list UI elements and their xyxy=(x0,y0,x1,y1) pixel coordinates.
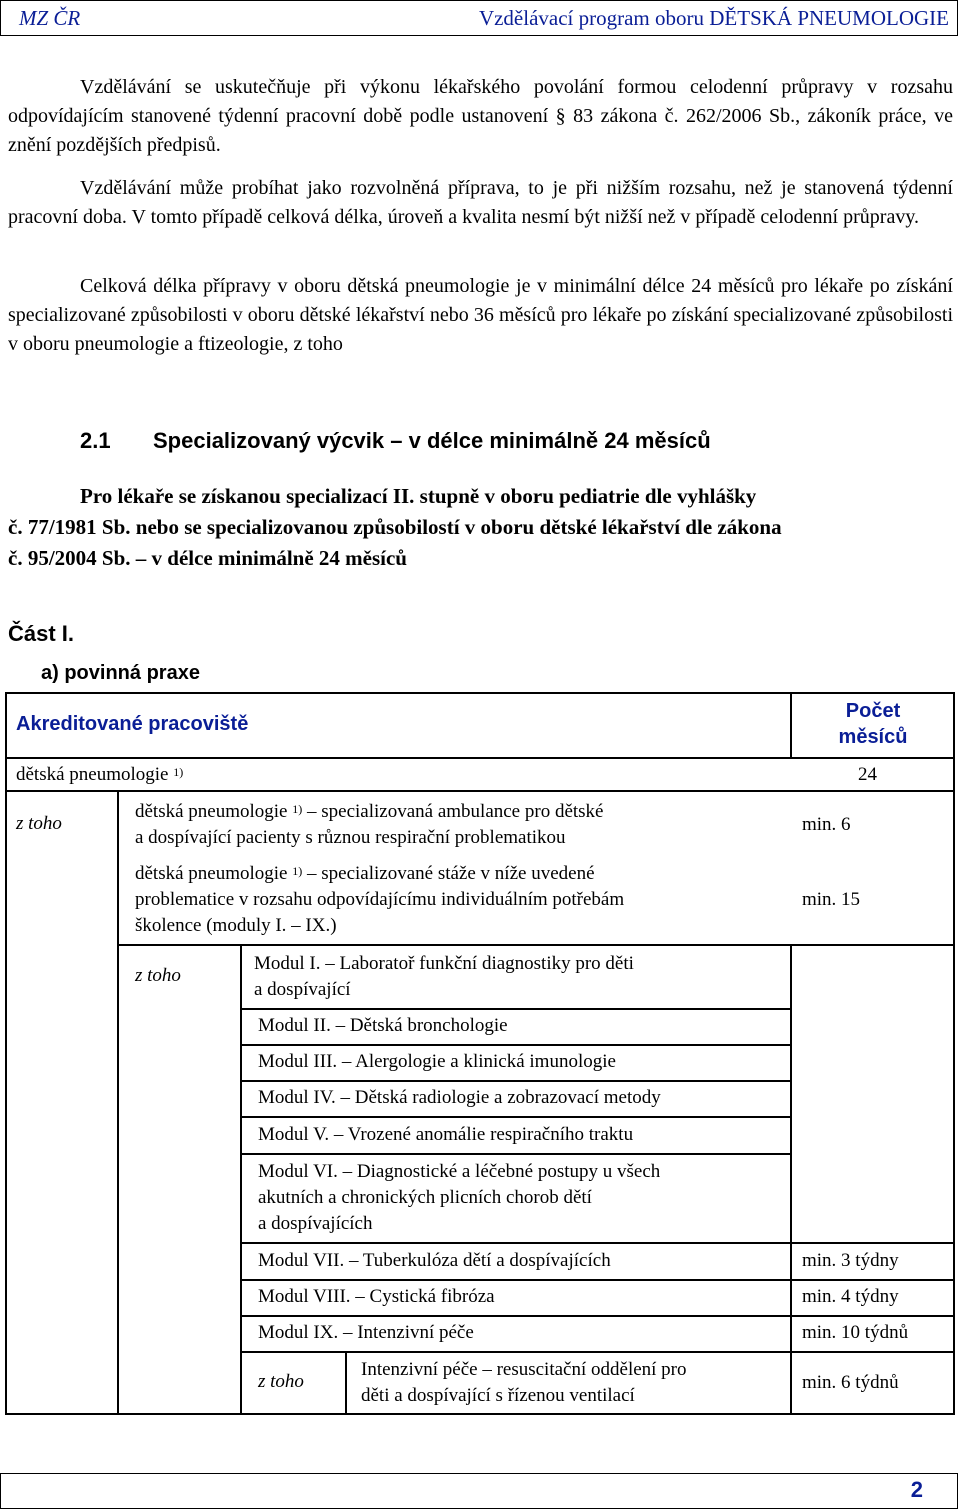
module-1-line-1: Modul I. – Laboratoř funkční diagnostiky pro děti xyxy=(254,953,634,974)
module-6-line-1: Modul VI. – Diagnostické a léčebné postupy u všech xyxy=(258,1161,661,1182)
module-7: Modul VII. – Tuberkulóza dětí a dospívajících xyxy=(258,1250,611,1271)
table-line xyxy=(117,790,119,1415)
bold-line-2: č. 77/1981 Sb. nebo se specializovanou způsobilostí v oboru dětské lékařství dle zákona xyxy=(8,515,782,539)
bold-line-1: Pro lékaře se získanou specializací II. stupně v oboru pediatrie dle vyhlášky xyxy=(80,484,757,508)
sub2-line-2: problematice v rozsahu odpovídajícímu individuálním potřebám xyxy=(135,889,625,910)
page-header xyxy=(0,0,958,36)
sub-title: a) povinná praxe xyxy=(41,662,200,684)
table-line xyxy=(240,1315,955,1317)
table-line xyxy=(240,1153,790,1155)
paragraph-1: Vzdělávání se uskutečňuje při výkonu lékařského povolání formou celodenní průpravy v rozsahu odpovídajícím stanovené týdenní pracovní době podle ustanovení § 83 zákona č. 262/2006 Sb., zákoník práce, ve znění pozdějších předpisů. xyxy=(8,76,953,156)
table-line xyxy=(240,1279,955,1281)
bold-paragraph xyxy=(8,481,953,574)
table-header-workplace: Akreditované pracoviště xyxy=(16,713,249,735)
icu-line-1: Intenzivní péče – resuscitační oddělení pro xyxy=(361,1359,687,1380)
header-title: Vzdělávací program oboru DĚTSKÁ PNEUMOLOGIE xyxy=(478,6,949,30)
page-number: 2 xyxy=(910,1477,923,1502)
module-7-value: min. 3 týdny xyxy=(802,1250,899,1271)
z-toho-icu-label: z toho xyxy=(258,1371,304,1392)
table-line xyxy=(240,1116,790,1118)
table-header-count-1: Počet xyxy=(845,700,901,722)
sub2-line-3: školence (moduly I. – IX.) xyxy=(135,915,337,936)
paragraph-2: Vzdělávání může probíhat jako rozvolněná příprava, to je při nižším rozsahu, než je stanovená týdenní pracovní doba. V tomto případě celková délka, úroveň a kvalita nesmí být nižší než v případě celodenní průpravy. xyxy=(8,177,953,228)
header-ministry: MZ ČR xyxy=(19,6,81,30)
module-2: Modul II. – Dětská bronchologie xyxy=(258,1015,508,1036)
sub1-line-2: a dospívající pacienty s různou respirační problematikou xyxy=(135,827,566,848)
table-line xyxy=(117,944,955,946)
paragraph-3: Celková délka přípravy v oboru dětská pneumologie je v minimální délce 24 měsíců pro lékaře po získání specializované způsobilosti v oboru dětské lékařství nebo 36 měsíců pro lékaře po získání specializované způsobilosti v oboru pneumologie a ftizeologie, z toho xyxy=(8,275,953,355)
section-title: Specializovaný výcvik – v délce minimálně 24 měsíců xyxy=(153,428,711,453)
table-line xyxy=(240,1044,790,1046)
table-line xyxy=(5,790,955,792)
module-6-line-3: a dospívajících xyxy=(258,1213,373,1234)
page-footer xyxy=(0,1473,958,1509)
row-main-label: dětská pneumologie $^{1)}$ xyxy=(16,764,184,785)
table-line xyxy=(240,944,242,1415)
module-9: Modul IX. – Intenzivní péče xyxy=(258,1322,474,1343)
table-line xyxy=(240,1008,790,1010)
table-line xyxy=(790,944,792,1415)
section-heading xyxy=(80,428,711,454)
table-line xyxy=(5,757,955,759)
z-toho-modules-label: z toho xyxy=(135,965,181,986)
sub1-value: min. 6 xyxy=(802,814,851,835)
module-9-value: min. 10 týdnů xyxy=(802,1322,909,1343)
section-number: 2.1 xyxy=(80,428,111,453)
sub2-value: min. 15 xyxy=(802,889,861,910)
module-8-value: min. 4 týdny xyxy=(802,1286,899,1307)
module-3: Modul III. – Alergologie a klinická imunologie xyxy=(258,1051,616,1072)
part-title: Část I. xyxy=(8,621,75,646)
module-4: Modul IV. – Dětská radiologie a zobrazovací metody xyxy=(258,1087,661,1108)
row-main-value: 24 xyxy=(858,764,877,785)
icu-line-2: děti a dospívající s řízenou ventilací xyxy=(361,1385,635,1406)
table-line xyxy=(240,1242,955,1244)
table-line xyxy=(240,1351,955,1353)
table-line xyxy=(240,1080,790,1082)
sub1-line-1: dětská pneumologie $^{1)}$ – specializovaná ambulance pro dětské xyxy=(135,801,604,822)
module-1-line-2: a dospívající xyxy=(254,979,351,1000)
sub2-line-1: dětská pneumologie $^{1)}$ – specializované stáže v níže uvedené xyxy=(135,863,595,884)
table-header-count-2: měsíců xyxy=(838,726,908,748)
icu-value: min. 6 týdnů xyxy=(802,1372,899,1393)
module-8: Modul VIII. – Cystická fibróza xyxy=(258,1286,495,1307)
bold-line-3: č. 95/2004 Sb. – v délce minimálně 24 měsíců xyxy=(8,546,407,570)
z-toho-label: z toho xyxy=(16,813,62,834)
module-5: Modul V. – Vrozené anomálie respiračního traktu xyxy=(258,1124,634,1145)
module-6-line-2: akutních a chronických plicních chorob dětí xyxy=(258,1187,592,1208)
table-line xyxy=(345,1351,347,1415)
